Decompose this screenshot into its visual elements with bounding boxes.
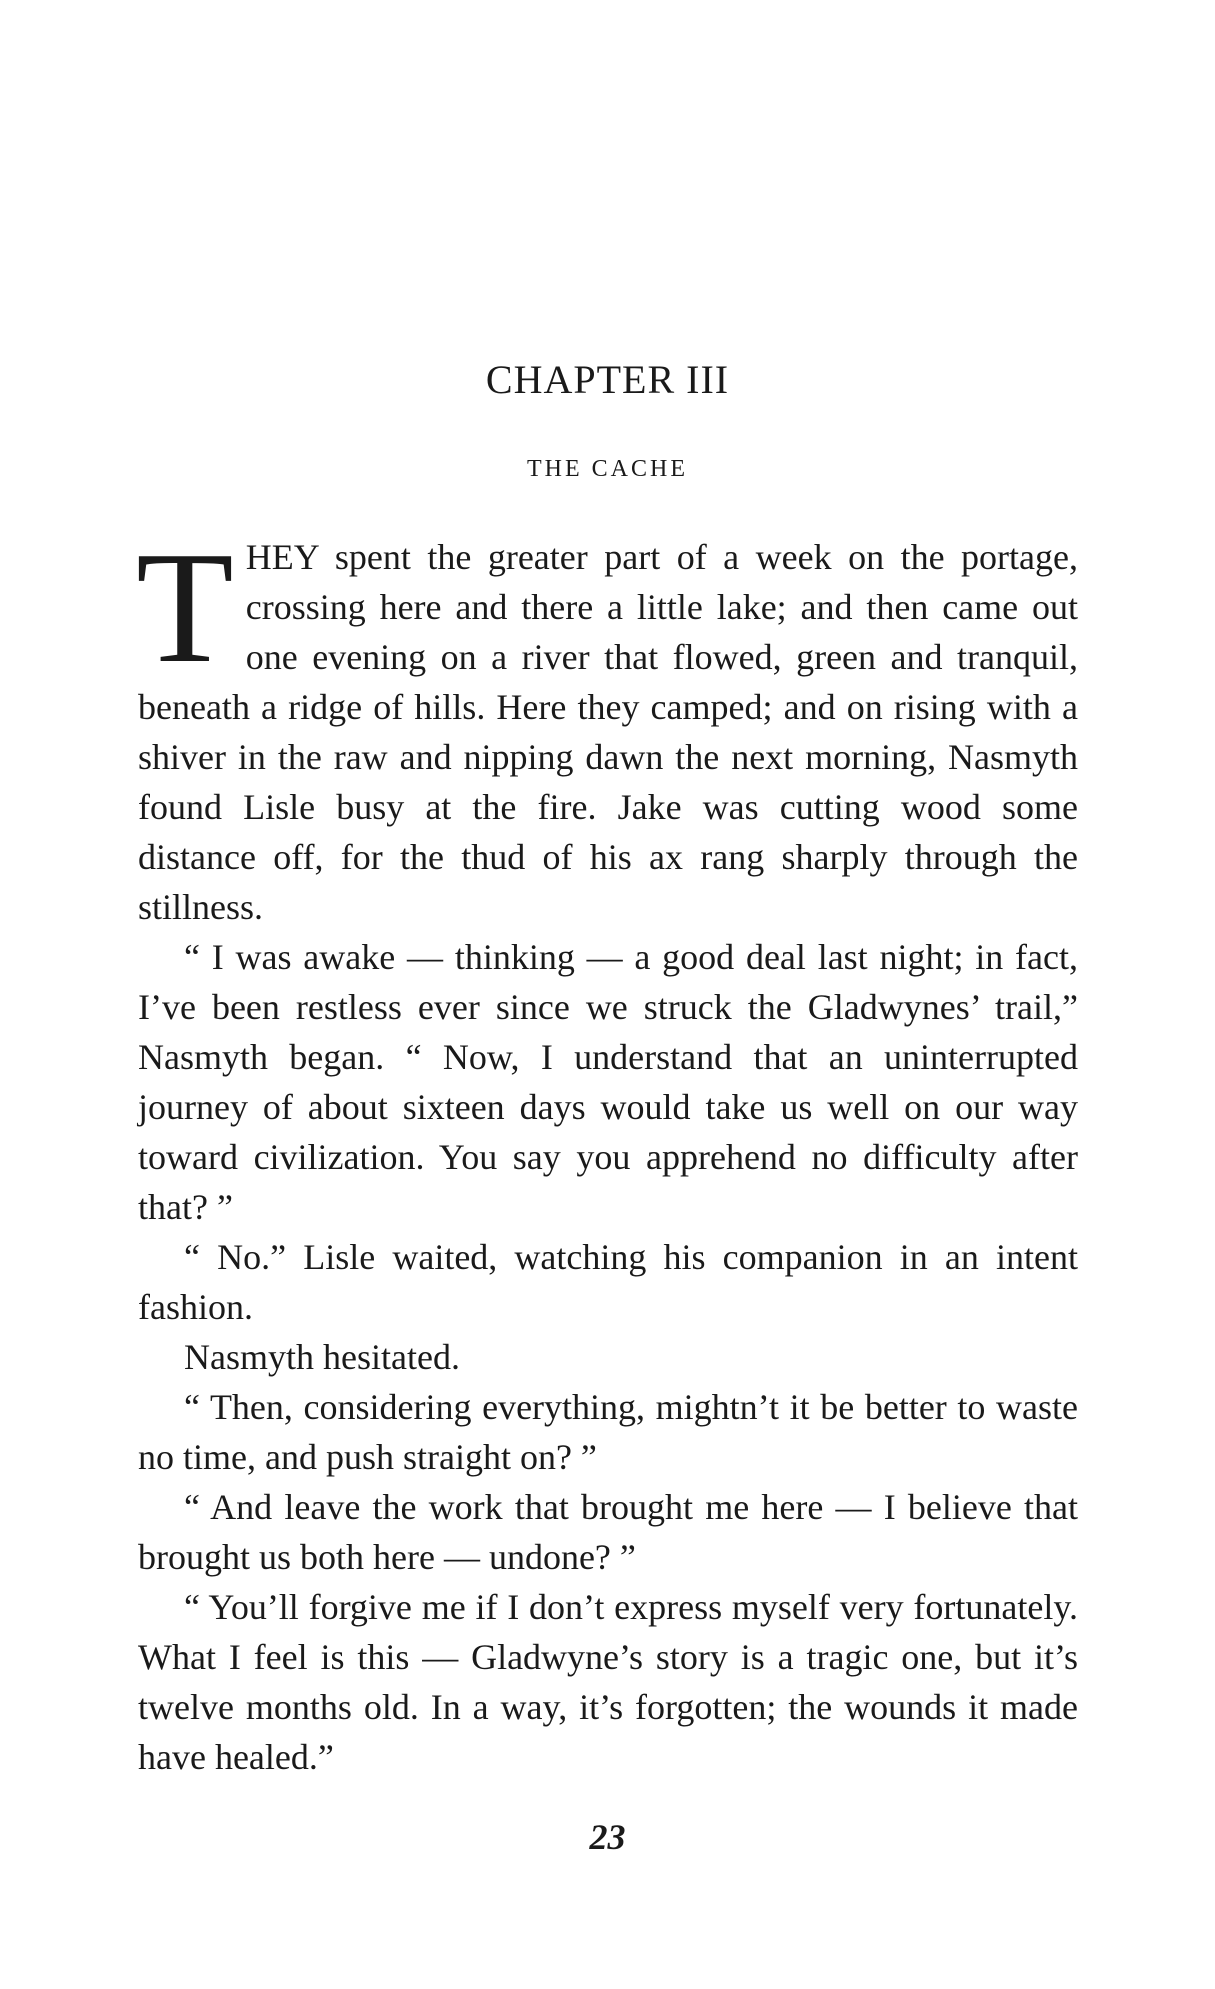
paragraph-5: “ Then, considering everything, mightn’t it be better to waste no time, and push straight on? ” <box>138 1387 1078 1477</box>
chapter-body <box>136 518 1078 1782</box>
page-number: 23 <box>589 1817 626 1857</box>
paragraph-7: “ You’ll forgive me if I don’t express myself very fortunately. What I feel is this — Gladwyne’s story is a tragic one, but it’s twelve months old. In a way, it’s forgotten; the wounds it made have healed.” <box>138 1587 1078 1777</box>
chapter-subtitle: THE CACHE <box>527 456 688 482</box>
paragraph-3: “ No.” Lisle waited, watching his companion in an intent fashion. <box>138 1237 1078 1327</box>
paragraph-1 <box>136 518 1078 932</box>
paragraph-2: “ I was awake — thinking — a good deal last night; in fact, I’ve been restless ever since we struck the Gladwynes’ trail,” Nasmyth began. “ Now, I understand that an uninterrupted journey of about sixteen days would take us well on our way toward civilization. You say you apprehend no difficulty after that? ” <box>138 937 1078 1227</box>
paragraph-6: “ And leave the work that brought me here — I believe that brought us both here — undone? ” <box>138 1487 1078 1577</box>
paragraph-1-text: HEY spent the greater part of a week on the portage, crossing here and there a little lake; and then came out one evening on a river that flowed, green and tranquil, beneath a ridge of hills. Here they camped; and on rising with a shiver in the raw and nipping dawn the next morning, Nasmyth found Lisle busy at the fire. Jake was cutting wood some distance off, for the thud of his ax rang sharply through the stillness. <box>138 537 1078 927</box>
drop-cap: T <box>136 518 234 696</box>
chapter-title: CHAPTER III <box>485 357 730 402</box>
paragraph-4: Nasmyth hesitated. <box>184 1337 460 1377</box>
